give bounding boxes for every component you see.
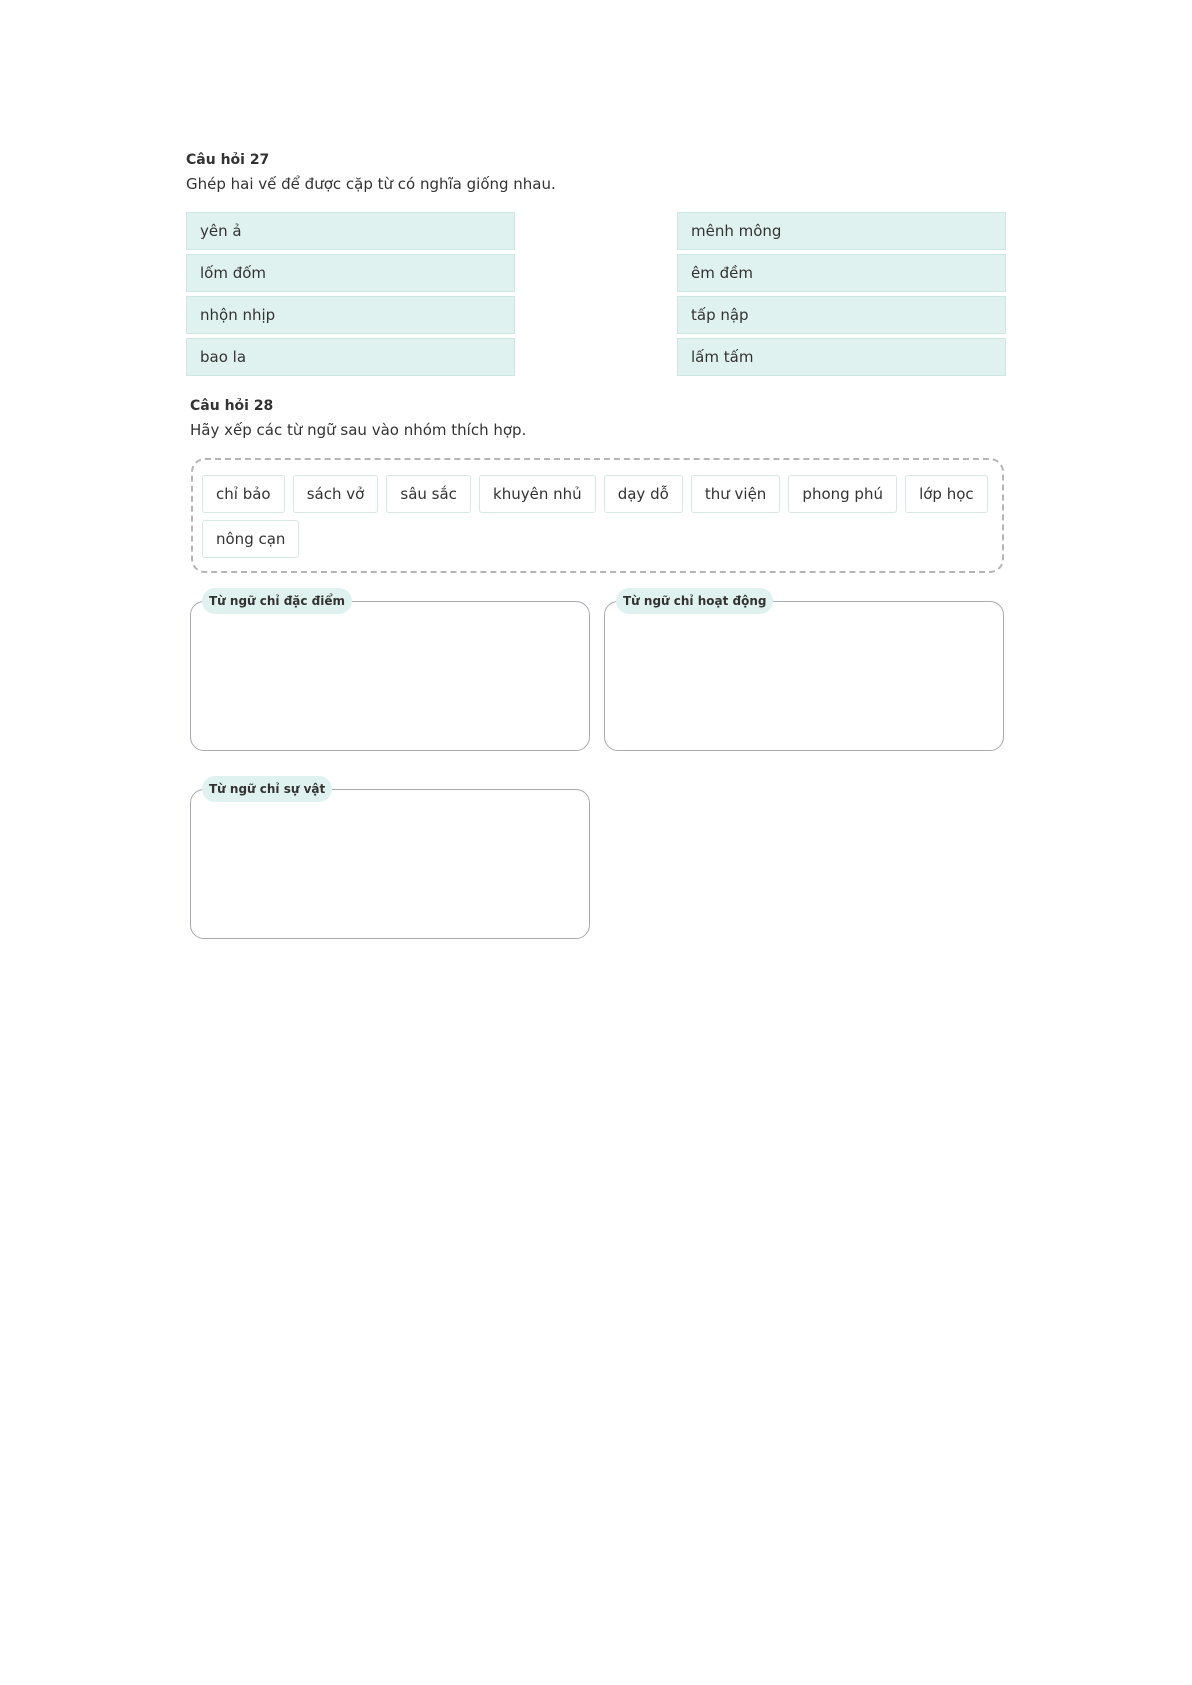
question-28-title: Câu hỏi 28 xyxy=(190,398,274,414)
word-chip[interactable]: lớp học xyxy=(905,475,988,513)
question-27-title: Câu hỏi 27 xyxy=(186,152,270,168)
match-left-item[interactable]: bao la xyxy=(186,338,515,376)
match-left-item[interactable]: nhộn nhịp xyxy=(186,296,515,334)
group-label: Từ ngữ chỉ sự vật xyxy=(202,776,332,802)
question-28-instruction: Hãy xếp các từ ngữ sau vào nhóm thích hợp. xyxy=(190,421,527,439)
group-label: Từ ngữ chỉ đặc điểm xyxy=(202,588,352,614)
drop-zone-activities[interactable] xyxy=(604,594,1004,751)
word-chip[interactable]: sâu sắc xyxy=(386,475,471,513)
match-right-item[interactable]: lấm tấm xyxy=(677,338,1006,376)
match-left-item[interactable]: lốm đốm xyxy=(186,254,515,292)
word-chip[interactable]: phong phú xyxy=(788,475,897,513)
match-right-item[interactable]: êm đềm xyxy=(677,254,1006,292)
word-chip[interactable]: chỉ bảo xyxy=(202,475,285,513)
match-left-item[interactable]: yên ả xyxy=(186,212,515,250)
matching-right-column xyxy=(677,212,1006,380)
word-chip-pool xyxy=(191,458,1004,573)
word-chip[interactable]: sách vở xyxy=(293,475,379,513)
word-chip[interactable]: dạy dỗ xyxy=(604,475,683,513)
matching-left-column xyxy=(186,212,515,380)
group-label: Từ ngữ chỉ hoạt động xyxy=(616,588,773,614)
word-chip[interactable]: khuyên nhủ xyxy=(479,475,596,513)
question-27-instruction: Ghép hai vế để được cặp từ có nghĩa giống nhau. xyxy=(186,175,556,193)
drop-zone-things[interactable] xyxy=(190,782,590,939)
word-chip[interactable]: thư viện xyxy=(691,475,780,513)
match-right-item[interactable]: mênh mông xyxy=(677,212,1006,250)
drop-zone-characteristics[interactable] xyxy=(190,594,590,751)
match-right-item[interactable]: tấp nập xyxy=(677,296,1006,334)
word-chip[interactable]: nông cạn xyxy=(202,520,299,558)
